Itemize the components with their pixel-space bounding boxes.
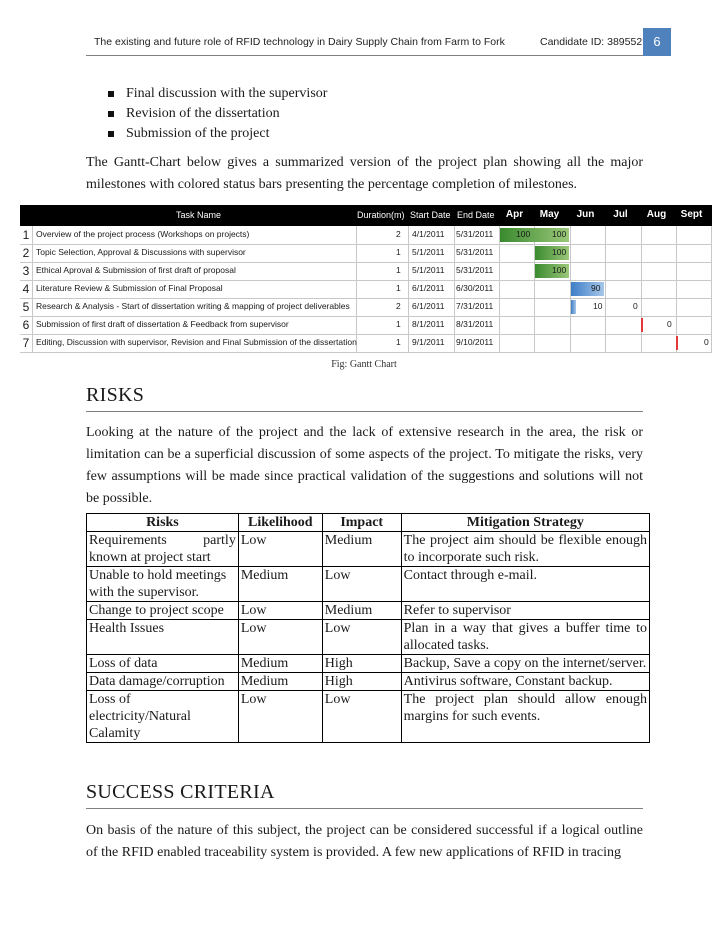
gantt-bar-not-started [641, 318, 643, 332]
gantt-task-name: Research & Analysis - Start of dissertation writing & mapping of project deliverables [36, 301, 350, 311]
gantt-month-may: May [539, 209, 560, 220]
gantt-row-number: 6 [22, 318, 30, 332]
gantt-row-number: 4 [22, 282, 30, 296]
page-number: 6 [643, 28, 671, 56]
gantt-row [20, 226, 712, 245]
risk-column-header: Risks [87, 514, 239, 532]
gantt-task-name: Topic Selection, Approval & Discussions with supervisor [36, 247, 246, 257]
gantt-start-date: 8/1/2011 [412, 319, 445, 329]
gantt-month-aug: Aug [646, 209, 667, 220]
gantt-bar-label: 0 [633, 301, 638, 311]
gantt-start-date: 4/1/2011 [412, 229, 445, 239]
gantt-bar-label: 10 [593, 301, 603, 311]
gantt-end-date: 6/30/2011 [456, 283, 494, 293]
table-row [87, 532, 650, 567]
success-criteria-paragraph: On basis of the nature of this subject, the project can be considered successful if a logical outline of the RFID enabled traceability system is provided. A few new applications of RFID in tracing [86, 823, 643, 860]
bullet-square-icon [108, 131, 114, 137]
impact-cell: Low [322, 567, 401, 602]
impact-cell: Medium [322, 532, 401, 567]
gantt-month-jun: Jun [576, 209, 595, 220]
gantt-end-date: 5/31/2011 [456, 247, 494, 257]
risk-cell: Unable to hold meetings with the supervisor. [87, 567, 239, 602]
gantt-row-number: 7 [22, 336, 30, 350]
risk-cell: Change to project scope [87, 602, 239, 620]
table-row [87, 655, 650, 673]
mitigation-column-header: Mitigation Strategy [401, 514, 649, 532]
impact-column-header: Impact [322, 514, 401, 532]
gantt-duration: 1 [396, 265, 401, 275]
page-header [0, 0, 728, 60]
gantt-bar-label: 100 [552, 247, 567, 257]
gantt-start-date: 5/1/2011 [412, 265, 445, 275]
table-row [87, 567, 650, 602]
bullet-square-icon [108, 111, 114, 117]
likelihood-cell: Medium [238, 655, 322, 673]
gantt-duration: 1 [396, 283, 401, 293]
likelihood-cell: Low [238, 602, 322, 620]
gantt-row-number: 1 [22, 228, 30, 242]
risk-cell: Data damage/corruption [87, 673, 239, 691]
likelihood-cell: Medium [238, 567, 322, 602]
gantt-duration: 2 [396, 301, 401, 311]
list-item [106, 124, 327, 144]
impact-cell: Low [322, 620, 401, 655]
gantt-col-end: End Date [457, 210, 495, 220]
gantt-row [20, 262, 712, 281]
gantt-month-sept: Sept [680, 209, 703, 220]
header-rule [86, 55, 643, 56]
gantt-end-date: 5/31/2011 [456, 265, 494, 275]
gantt-chart [20, 205, 712, 352]
gantt-start-date: 6/1/2011 [412, 283, 445, 293]
gantt-row [20, 334, 712, 353]
mitigation-cell: Antivirus software, Constant backup. [401, 673, 649, 691]
gantt-start-date: 5/1/2011 [412, 247, 445, 257]
impact-cell: Medium [322, 602, 401, 620]
likelihood-cell: Medium [238, 673, 322, 691]
mitigation-cell: The project plan should allow enough margins for such events. [401, 691, 649, 743]
gantt-month-apr: Apr [505, 209, 524, 220]
gantt-task-name: Ethical Aproval & Submission of first draft of proposal [36, 265, 236, 275]
gantt-col-task: Task Name [176, 210, 222, 220]
mitigation-cell: Contact through e-mail. [401, 567, 649, 602]
risk-cell: Health Issues [87, 620, 239, 655]
gantt-bar-label: 90 [591, 283, 601, 293]
gantt-duration: 1 [396, 319, 401, 329]
gantt-row [20, 280, 712, 299]
gantt-bar-label: 0 [704, 337, 709, 347]
success-criteria-heading: SUCCESS CRITERIA [86, 781, 643, 809]
risks-heading: RISKS [86, 384, 643, 412]
gantt-row [20, 316, 712, 335]
likelihood-cell: Low [238, 691, 322, 743]
gantt-bar-in-progress [571, 300, 576, 314]
gantt-duration: 2 [396, 229, 401, 239]
gantt-month-jul: Jul [613, 209, 628, 220]
list-item [106, 104, 327, 124]
risk-cell: Loss of electricity/Natural Calamity [87, 691, 239, 743]
impact-cell: High [322, 655, 401, 673]
table-row [87, 620, 650, 655]
list-item-text: Revision of the dissertation [126, 106, 280, 121]
gantt-header-row [20, 205, 712, 226]
gantt-task-name: Literature Review & Submission of Final Proposal [36, 283, 223, 293]
gantt-bar-not-started [676, 336, 678, 350]
mitigation-cell: Plan in a way that gives a buffer time to allocated tasks. [401, 620, 649, 655]
gantt-start-date: 9/1/2011 [412, 337, 445, 347]
figure-caption: Fig: Gantt Chart [331, 359, 397, 370]
gantt-duration: 1 [396, 247, 401, 257]
document-title: The existing and future role of RFID technology in Dairy Supply Chain from Farm to Fork [94, 36, 505, 48]
table-row [87, 691, 650, 743]
gantt-row [20, 298, 712, 317]
list-item [106, 84, 327, 104]
milestone-bullet-list [106, 84, 327, 144]
gantt-bar-label: 100 [552, 265, 567, 275]
gantt-row [20, 244, 712, 263]
gantt-end-date: 8/31/2011 [456, 319, 494, 329]
risk-cell: Loss of data [87, 655, 239, 673]
gantt-bar-label: 0 [667, 319, 672, 329]
gantt-task-name: Submission of first draft of dissertation & Feedback from supervisor [36, 319, 289, 329]
mitigation-cell: Refer to supervisor [401, 602, 649, 620]
gantt-duration: 1 [396, 337, 401, 347]
gantt-end-date: 7/31/2011 [456, 301, 494, 311]
gantt-bar-label: 100 [516, 229, 531, 239]
gantt-intro-paragraph: The Gantt-Chart below gives a summarized version of the project plan showing all the major milestones with colored status bars presenting the percentage completion of milestones. [86, 155, 643, 192]
risks-paragraph: Looking at the nature of the project and the lack of extensive research in the area, the risk or limitation can be a superficial discussion of some aspects of the project. To mitigate the risks, very few assumptions will be made since practical validation of the suggestions and solutions will not be possible. [86, 425, 643, 506]
risk-cell: Requirements partly known at project start [87, 532, 239, 567]
likelihood-cell: Low [238, 620, 322, 655]
gantt-row-number: 3 [22, 264, 30, 278]
table-row [87, 602, 650, 620]
gantt-task-name: Editing, Discussion with supervisor, Revision and Final Submission of the dissertation [36, 337, 357, 347]
gantt-row-number: 2 [22, 246, 30, 260]
impact-cell: Low [322, 691, 401, 743]
list-item-text: Submission of the project [126, 126, 270, 141]
gantt-bar-label: 100 [552, 229, 567, 239]
candidate-id: Candidate ID: 389552 [540, 36, 643, 48]
gantt-task-name: Overview of the project process (Workshops on projects) [36, 229, 250, 239]
gantt-col-start: Start Date [410, 210, 451, 220]
table-header-row [87, 514, 650, 532]
gantt-end-date: 9/10/2011 [456, 337, 494, 347]
gantt-start-date: 6/1/2011 [412, 301, 445, 311]
likelihood-cell: Low [238, 532, 322, 567]
list-item-text: Final discussion with the supervisor [126, 86, 328, 101]
gantt-row-number: 5 [22, 300, 30, 314]
bullet-square-icon [108, 91, 114, 97]
impact-cell: High [322, 673, 401, 691]
mitigation-cell: The project aim should be flexible enough to incorporate such risk. [401, 532, 649, 567]
likelihood-column-header: Likelihood [238, 514, 322, 532]
table-row [87, 673, 650, 691]
risk-table [86, 513, 650, 743]
gantt-col-duration: Duration(m) [357, 210, 405, 220]
mitigation-cell: Backup, Save a copy on the internet/server. [401, 655, 649, 673]
gantt-end-date: 5/31/2011 [456, 229, 494, 239]
